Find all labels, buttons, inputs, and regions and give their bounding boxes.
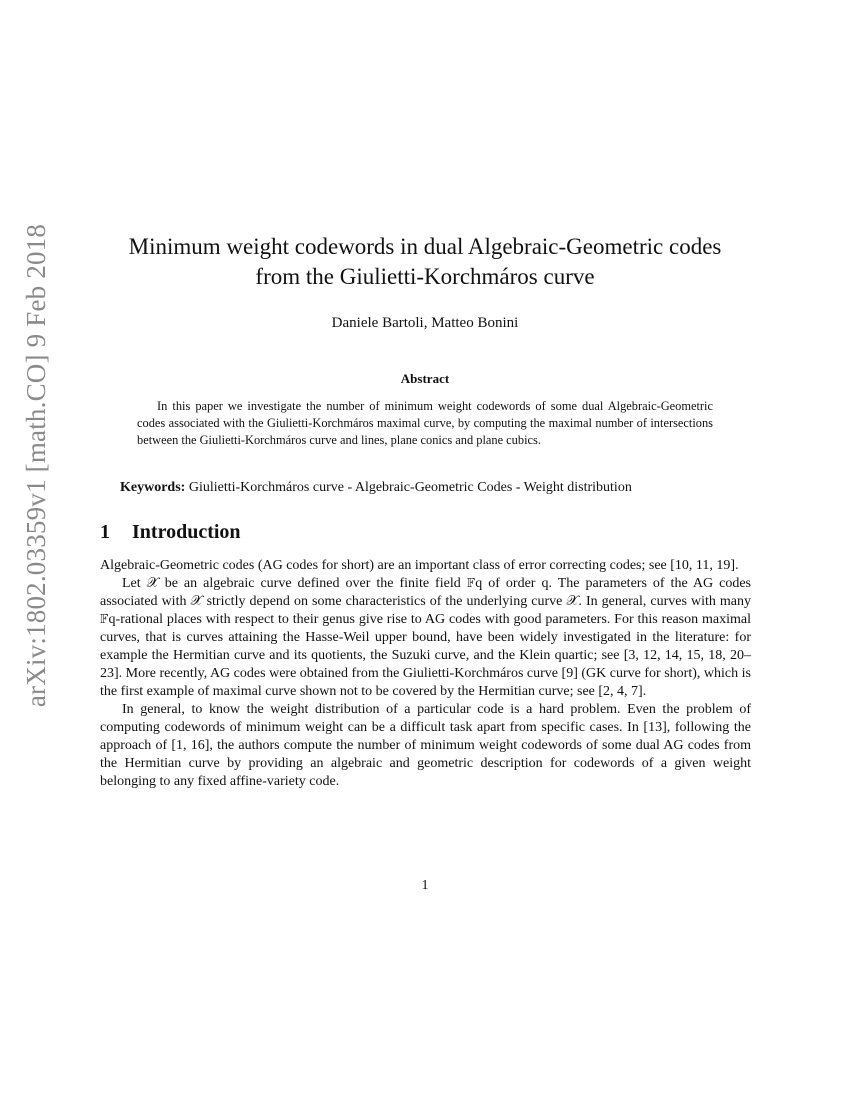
keywords-line xyxy=(120,479,750,497)
paragraph: In general, to know the weight distribution of a particular code is a hard problem. Even the problem of computing codewords of minimum weight can be a difficult task apart from specific cases. In [13], following the approach of [1, 16], the authors compute the number of minimum weight codewords of some dual AG codes from the Hermitian curve by providing an algebraic and geometric description for codewords of a given weight belonging to any fixed affine-variety code. xyxy=(100,702,751,789)
abstract-text: In this paper we investigate the number of minimum weight codewords of some dual Algebraic-Geometric codes associated with the Giulietti-Korchmáros maximal curve, by computing the maximal number of intersections between the Giulietti-Korchmáros curve and lines, plane conics and plane cubics. xyxy=(137,399,713,447)
section-heading-introduction xyxy=(100,520,241,544)
abstract-heading: Abstract xyxy=(400,371,450,386)
introduction-body xyxy=(100,557,751,791)
section-title: Introduction xyxy=(132,521,241,543)
paper-authors: Daniele Bartoli, Matteo Bonini xyxy=(331,315,519,331)
paper-title-line-2: from the Giulietti-Korchmáros curve xyxy=(255,264,595,289)
paper-title xyxy=(100,232,750,292)
arxiv-identifier-text: arXiv:1802.03359v1 [math.CO] 9 Feb 2018 xyxy=(21,223,52,707)
arxiv-identifier-stamp xyxy=(12,223,62,707)
paragraph: Algebraic-Geometric codes (AG codes for short) are an important class of error correcting codes; see [10, 11, 19]. xyxy=(100,558,739,573)
section-number: 1 xyxy=(100,521,110,543)
keywords-label: Keywords: xyxy=(120,480,186,495)
paper-title-line-1: Minimum weight codewords in dual Algebraic-Geometric codes xyxy=(128,234,722,259)
keywords-text: Giulietti-Korchmáros curve - Algebraic-Geometric Codes - Weight distribution xyxy=(188,480,632,495)
page-number: 1 xyxy=(421,878,429,893)
paragraph: Let 𝒳 be an algebraic curve defined over the finite field 𝔽q of order q. The parameters of the AG codes associated with 𝒳 strictly depend on some characteristics of the underlying curve 𝒳. In general, curves with many 𝔽q-rational places with respect to their genus give rise to AG codes with good parameters. For this reason maximal curves, that is curves attaining the Hasse-Weil upper bound, have been widely investigated in the literature: for example the Hermitian curve and its quotients, the Suzuki curve, and the Klein quartic; see [3, 12, 14, 15, 18, 20–23]. More recently, AG codes were obtained from the Giulietti-Korchmáros curve [9] (GK curve for short), which is the first example of maximal curve shown not to be covered by the Hermitian curve; see [2, 4, 7]. xyxy=(100,576,751,699)
